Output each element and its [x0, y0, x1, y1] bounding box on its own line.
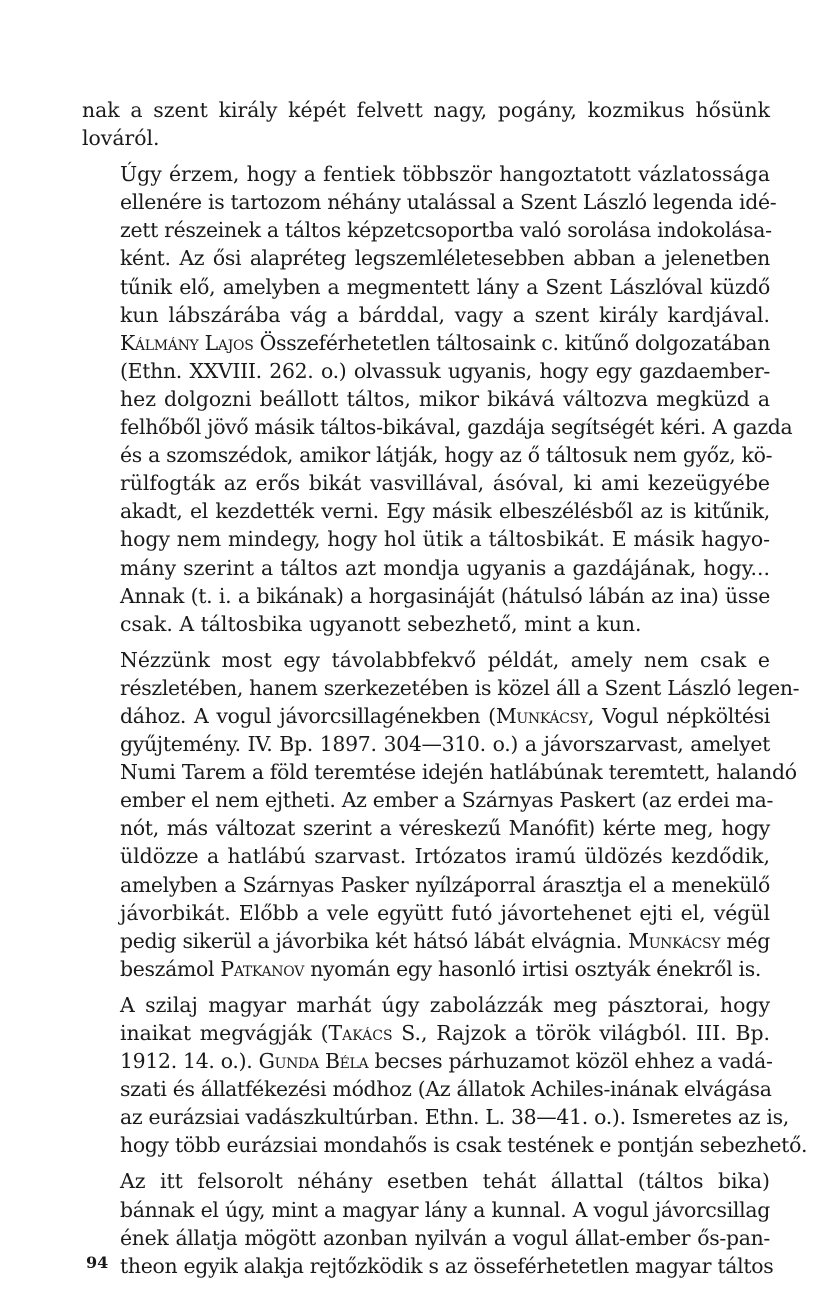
text-line: mány szerint a táltos azt mondja ugyanis a gazdájának, hogy... [120, 555, 770, 580]
text-line: Annak (t. i. a bikának) a horgasináját (hátulsó lábán az ina) üsse [120, 583, 770, 608]
text-line: akadt, el kezdették verni. Egy másik elbeszélésből az is kitűnik, [120, 499, 770, 524]
text-line: pedig sikerül a jávorbika két hátsó lábát elvágnia. Munkácsy még [120, 928, 770, 953]
text-line: nak a szent király képét felvett nagy, pogány, kozmikus hősünk [82, 98, 770, 122]
text-line: (Ethn. XXVIII. 262. o.) olvassuk ugyanis, hogy egy gazdaember- [120, 358, 770, 383]
paragraph [82, 991, 808, 1160]
body-text [82, 96, 808, 1280]
text-line: Kálmány Lajos Összeférhetetlen táltosaink c. kitűnő dolgozatában [120, 330, 771, 355]
text-line: zett részeinek a táltos képzetcsoportba való sorolása indokolása- [120, 218, 772, 243]
page-number: 94 [86, 1253, 109, 1272]
text-line: inaikat megvágják (Takács S., Rajzok a török világból. III. Bp. [120, 1021, 770, 1045]
text-line: felhőből jövő másik táltos-bikával, gazdája segítségét kéri. A gazda [120, 415, 793, 440]
text-line: Nézzünk most egy távolabbfekvő példát, amely nem csak e [120, 647, 770, 672]
text-line: az eurázsiai vadászkultúrban. Ethn. L. 38—41. o.). Ismeretes az is, [120, 1105, 789, 1130]
text-line: 1912. 14. o.). Gunda Béla becses párhuzamot közöl ehhez a vadá- [120, 1049, 773, 1074]
text-line: ként. Az ősi alapréteg legszemléletesebben abban a jelenetben [120, 246, 770, 271]
text-line: jávorbikát. Előbb a vele együtt futó jávortehenet ejti el, végül [120, 900, 770, 925]
text-line: amelyben a Szárnyas Pasker nyílzáporral árasztja el a menekülő [120, 872, 770, 897]
paragraph [82, 96, 770, 152]
text-line: üldözze a hatlábú szarvast. Irtózatos iramú üldözés kezdődik, [120, 844, 770, 869]
text-line: hogy nem mindegy, hogy hol ütik a táltosbikát. E másik hagyo- [120, 527, 770, 552]
text-line: hogy több eurázsiai mondahős is csak testének e pontján sebezhető. [120, 1133, 808, 1158]
text-line: Úgy érzem, hogy a fentiek többször hangoztatott vázlatossága [120, 162, 770, 187]
text-line: gyűjtemény. IV. Bp. 1897. 304—310. o.) a jávorszarvast, amelyet [120, 732, 770, 757]
text-line: ellenére is tartozom néhány utalással a Szent László legenda idé- [120, 190, 777, 215]
text-line: ember el nem ejtheti. Az ember a Szárnyas Paskert (az erdei ma- [120, 788, 774, 813]
paragraph [82, 646, 800, 983]
text-line: theon egyik alakja rejtőzködik s az össeférhetetlen magyar táltos [120, 1253, 774, 1278]
text-line: nót, más változat szerint a véreskezű Manófit) kérte meg, hogy [120, 816, 770, 841]
text-line: rülfogták az erős bikát vasvillával, ásóval, ki ami kezeügyébe [120, 471, 770, 496]
paragraph [82, 1167, 774, 1279]
text-line: Numi Tarem a föld teremtése idején hatlábúnak teremtett, halandó [120, 760, 797, 785]
text-line: kun lábszárába vág a bárddal, vagy a szent király kardjával. [120, 302, 770, 327]
text-line: részletében, hanem szerkezetében is közel áll a Szent László legen- [120, 675, 800, 700]
text-line: Az itt felsorolt néhány esetben tehát állattal (táltos bika) [120, 1169, 770, 1194]
text-line: lováról. [82, 126, 160, 151]
text-line: szati és állatfékezési módhoz (Az állatok Achiles-inának elvágása [120, 1077, 772, 1102]
text-line: beszámol Patkanov nyomán egy hasonló irtisi osztyák énekről is. [120, 956, 762, 981]
text-line: A szilaj magyar marhát úgy zabolázzák meg pásztorai, hogy [120, 992, 770, 1017]
paragraph [82, 160, 793, 638]
text-line: tűnik elő, amelyben a megmentett lány a Szent Lászlóval küzdő [120, 274, 770, 299]
text-line: ének állatja mögött azonban nyilván a vogul állat-ember ős-pan- [120, 1225, 770, 1250]
text-line: és a szomszédok, amikor látják, hogy az ő táltosuk nem győz, kö- [120, 443, 773, 468]
text-line: bánnak el úgy, mint a magyar lány a kunnal. A vogul jávorcsillag [120, 1197, 770, 1222]
text-line: dához. A vogul jávorcsillagénekben (Munkácsy, Vogul népköltési [120, 703, 770, 728]
text-line: hez dolgozni beállott táltos, mikor bikává változva megküzd a [120, 386, 770, 411]
text-line: csak. A táltosbika ugyanott sebezhető, mint a kun. [120, 611, 642, 636]
